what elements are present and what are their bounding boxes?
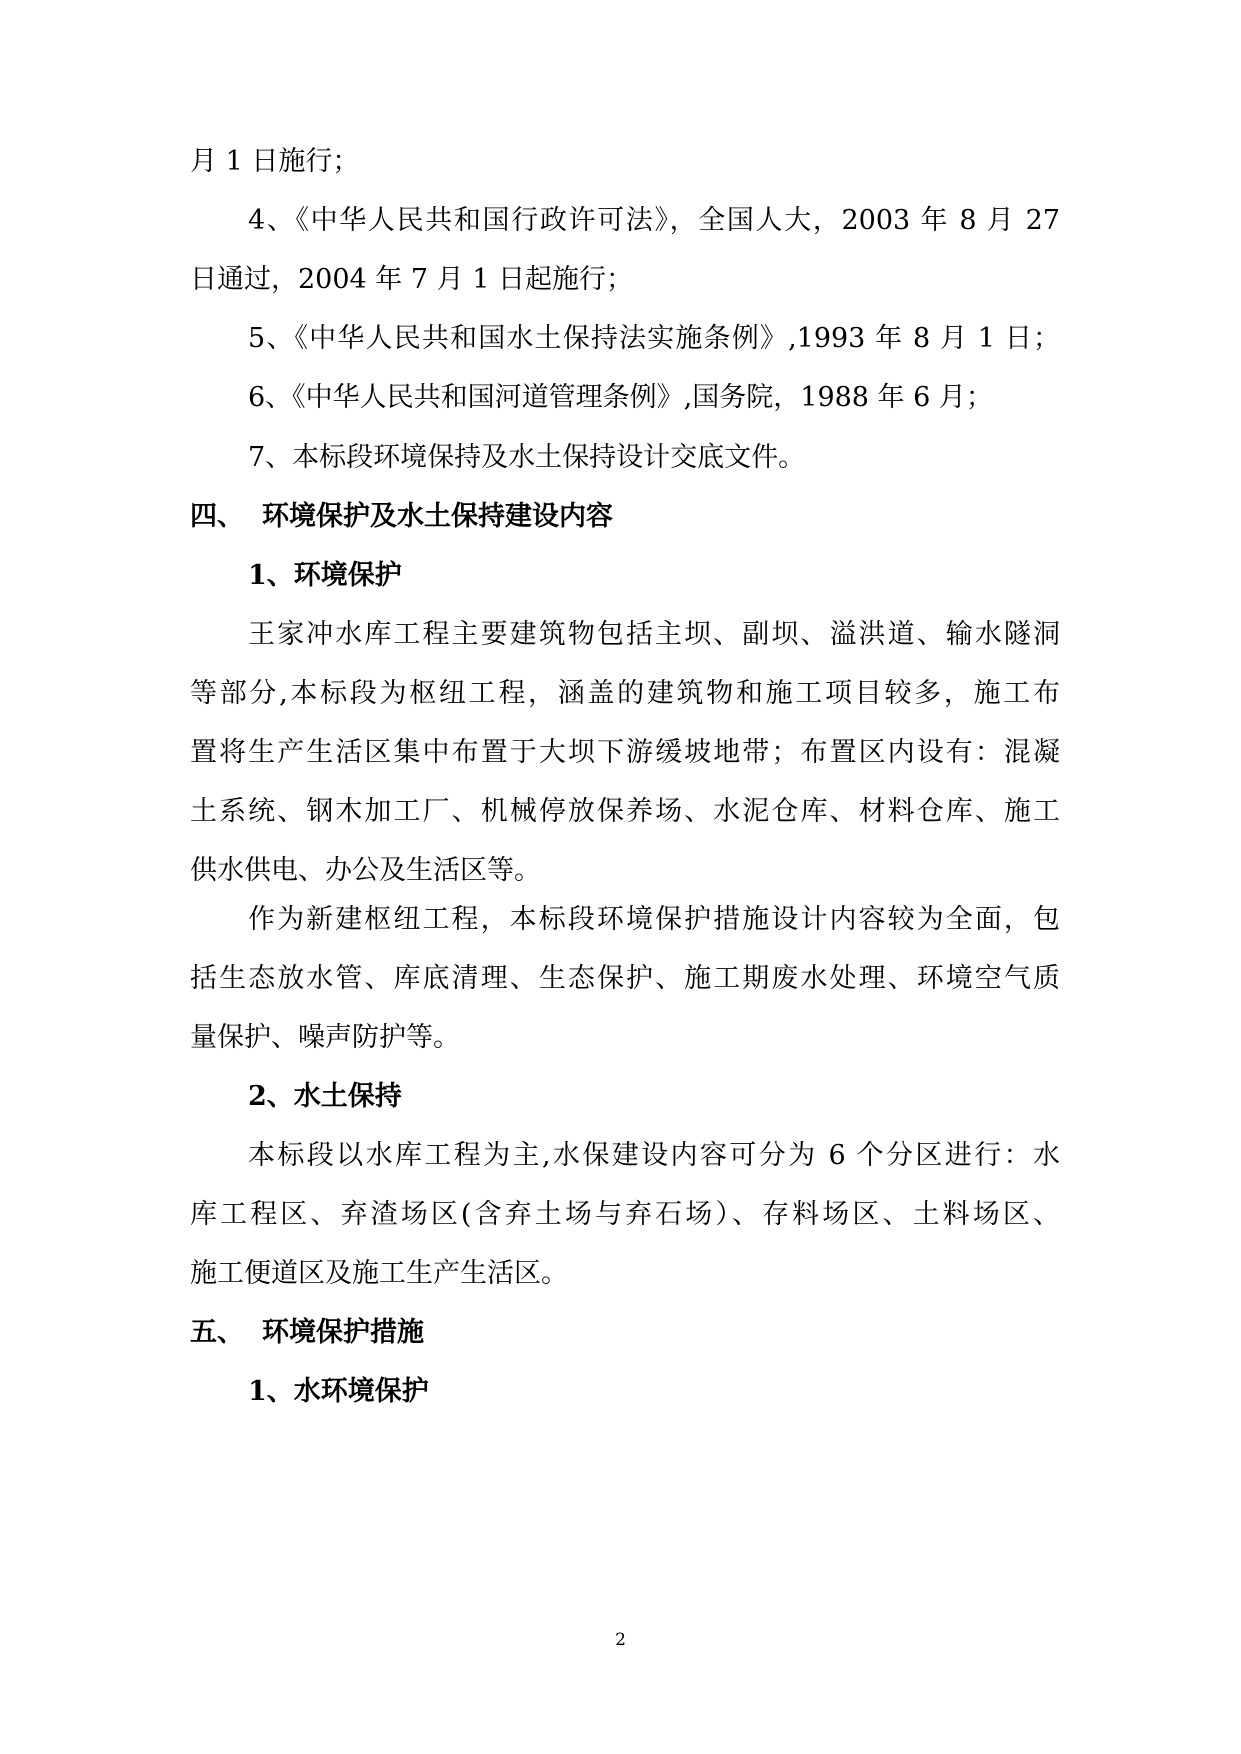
text-line: 5、《中华人民共和国水土保持法实施条例》,1993 年 8 月 1 日； (248, 323, 1060, 354)
text-line: 施工便道区及施工生产生活区。 (190, 1258, 568, 1289)
text-line: 月 1 日施行； (190, 146, 360, 177)
text-line: 7、本标段环境保持及水土保持设计交底文件。 (248, 442, 806, 473)
subsection-heading: 1、水环境保护 (248, 1376, 429, 1407)
subsection-heading: 2、水土保持 (248, 1081, 402, 1112)
page-number: 2 (615, 1630, 626, 1650)
text-line: 4、《中华人民共和国行政许可法》，全国人大，2003 年 8 月 27 (248, 205, 1060, 236)
text-line: 置将生产生活区集中布置于大坝下游缓坡地带；布置区内设有：混凝 (190, 737, 1060, 768)
text-line: 括生态放水管、库底清理、生态保护、施工期废水处理、环境空气质 (190, 963, 1060, 994)
heading-text: 环境保护措施 (262, 1317, 424, 1348)
text-line: 供水供电、办公及生活区等。 (190, 855, 541, 886)
text-line: 日通过，2004 年 7 月 1 日起施行； (190, 264, 633, 295)
text-line: 等部分,本标段为枢纽工程，涵盖的建筑物和施工项目较多，施工布 (190, 678, 1060, 709)
text-line: 王家冲水库工程主要建筑物包括主坝、副坝、溢洪道、输水隧洞 (248, 619, 1060, 650)
heading-number: 四、 (190, 501, 244, 532)
text-line: 作为新建枢纽工程，本标段环境保护措施设计内容较为全面，包 (248, 904, 1060, 935)
text-line: 库工程区、弃渣场区(含弃土场与弃石场）、存料场区、土料场区、 (190, 1199, 1060, 1230)
text-line: 量保护、噪声防护等。 (190, 1022, 460, 1053)
text-line: 本标段以水库工程为主,水保建设内容可分为 6 个分区进行：水 (248, 1140, 1060, 1171)
text-line: 6、《中华人民共和国河道管理条例》,国务院，1988 年 6 月； (248, 382, 993, 413)
heading-text: 环境保护及水土保持建设内容 (262, 501, 613, 532)
section-heading-5 (190, 1311, 1060, 1355)
heading-number: 五、 (190, 1317, 244, 1348)
text-line: 土系统、钢木加工厂、机械停放保养场、水泥仓库、材料仓库、施工 (190, 796, 1060, 827)
section-heading-4 (190, 495, 1060, 539)
subsection-heading: 1、环境保护 (248, 560, 402, 591)
